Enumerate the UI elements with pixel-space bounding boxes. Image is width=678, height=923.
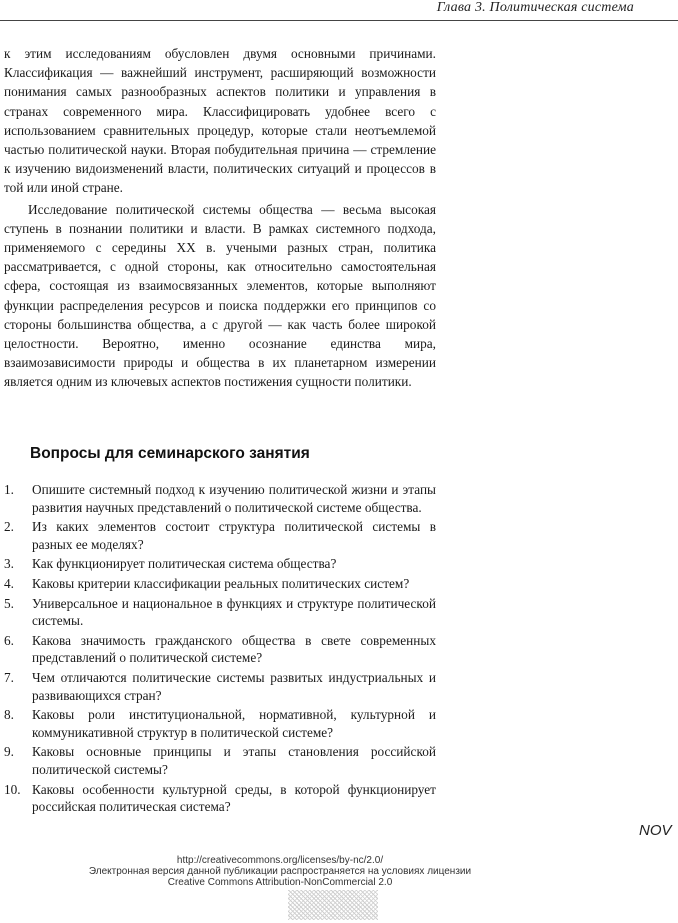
question-text: Каковы особенности культурной среды, в которой функционирует российская политическая система? xyxy=(32,781,436,815)
scan-stamp xyxy=(288,890,378,920)
section-title: Вопросы для семинарского занятия xyxy=(30,445,310,462)
side-mark: NOV xyxy=(639,822,672,839)
question-number: 8. xyxy=(4,707,14,723)
question-text: Как функционирует политическая система общества? xyxy=(32,556,337,572)
list-item xyxy=(4,706,436,741)
question-number: 1. xyxy=(4,482,14,497)
question-text: Каковы критерии классификации реальных политических систем? xyxy=(32,575,410,591)
list-item xyxy=(4,669,436,704)
body-text xyxy=(4,44,436,392)
paragraph: к этим исследованиям обусловлен двумя основными причинами. Классификация — важнейший инструмент, расширяющий возможности понимания самых разнообразных аспектов политики и управления в странах современного мира. Классифицировать удобнее всего с использованием сравнительных процедур, которые стали неотъемлемой частью политической науки. Вторая побудительная причина — стремление к изучению видоизменений власти, политических ситуаций и процессов в той или иной стране. xyxy=(4,46,436,196)
question-number: 2. xyxy=(4,519,14,535)
paragraph: Исследование политической системы общества — весьма высокая ступень в познании политики и власти. В рамках системного подхода, применяемого с середины XX в. учеными разных стран, политика рассматривается, с одной стороны, как относительно самостоятельная сфера, состоящая из взаимосвязанных элементов, которые выполняют функции распределения ресурсов и поиска поддержки его принципов со стороны большинства общества, а с другой — как часть более широкой целостности. Вероятно, именно осознание единства мира, взаимозависимости природы и общества в их планетарном измерении является одним из ключевых аспектов постижения сущности политики. xyxy=(4,201,436,390)
license-line: Электронная версия данной публикации распространяется на условиях лицензии xyxy=(88,866,472,877)
question-number: 10. xyxy=(4,781,21,797)
question-text: Какова значимость гражданского общества в свете современных представлений о политической системе? xyxy=(32,632,436,666)
list-item xyxy=(4,555,436,573)
question-number: 6. xyxy=(4,632,14,648)
question-text: Из каких элементов состоит структура политической системы в разных ее моделях? xyxy=(32,519,436,552)
question-number: 5. xyxy=(4,595,14,611)
license-url: http://creativecommons.org/licenses/by-nc/2.0/ xyxy=(176,855,384,866)
list-item xyxy=(4,595,436,630)
list-item xyxy=(4,743,436,778)
question-number: 7. xyxy=(4,669,14,685)
question-text: Опишите системный подход к изучению политической жизни и этапы развития научных представлений о политической системе общества. xyxy=(32,482,436,515)
question-number: 9. xyxy=(4,744,14,760)
question-text: Универсальное и национальное в функциях и структуре политической системы. xyxy=(32,595,436,629)
list-item xyxy=(4,575,436,593)
running-title: Глава 3. Политическая система xyxy=(436,0,634,15)
list-item xyxy=(4,781,436,816)
list-item xyxy=(4,518,436,553)
list-item xyxy=(4,481,436,516)
list-item xyxy=(4,632,436,667)
license-notice xyxy=(60,855,500,888)
license-line: Creative Commons Attribution-NonCommercial 2.0 xyxy=(167,877,393,888)
question-list xyxy=(4,481,436,818)
question-number: 3. xyxy=(4,556,14,572)
question-text: Каковы роли институциональной, нормативной, культурной и коммуникативной структур в политической системе? xyxy=(32,707,436,740)
question-number: 4. xyxy=(4,575,14,591)
question-text: Чем отличаются политические системы развитых индустриальных и развивающихся стран? xyxy=(32,669,436,703)
question-text: Каковы основные принципы и этапы становления российской политической системы? xyxy=(32,744,436,777)
running-header xyxy=(0,0,678,21)
